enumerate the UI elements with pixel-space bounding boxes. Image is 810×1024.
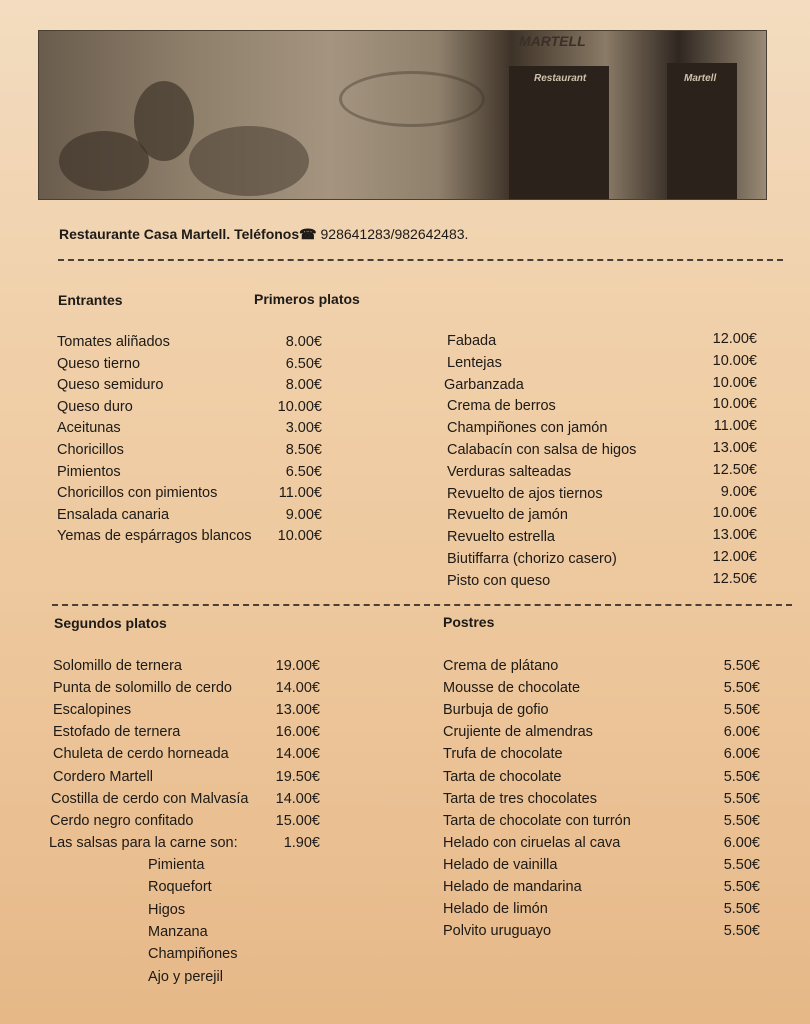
menu-item-price: 5.50€ <box>723 879 760 895</box>
menu-item-name: Crema de plátano <box>443 658 559 674</box>
menu-item-name: Tarta de chocolate <box>443 768 562 785</box>
menu-item-price: 9.00€ <box>720 483 757 500</box>
menu-item-name: Crema de berros <box>447 398 556 415</box>
sauce-option: Manzana <box>148 923 208 940</box>
menu-item-name: Burbuja de gofio <box>443 702 549 719</box>
menu-item-name: Punta de solomillo de cerdo <box>53 680 232 697</box>
menu-item-price: 14.00€ <box>275 746 320 763</box>
photo-logo: MARTELL <box>519 33 586 49</box>
menu-item-price: 6.00€ <box>723 724 760 741</box>
sauce-option: Roquefort <box>148 879 212 896</box>
menu-item-name: Tarta de tres chocolates <box>443 790 597 807</box>
menu-item-name: Tomates aliñados <box>57 334 170 350</box>
menu-item-name: Tarta de chocolate con turrón <box>443 812 631 829</box>
menu-item-price: 16.00€ <box>275 724 320 741</box>
menu-item-price: 5.50€ <box>723 923 760 940</box>
sauce-option: Champiñones <box>148 946 238 963</box>
menu-item-name: Costilla de cerdo con Malvasía <box>51 790 249 807</box>
menu-item-price: 5.50€ <box>723 680 760 697</box>
menu-item-price: 14.00€ <box>275 790 320 807</box>
menu-item-name: Helado de limón <box>443 901 548 918</box>
menu-item-price: 13.00€ <box>712 440 757 456</box>
menu-item-price: 3.00€ <box>285 420 322 437</box>
menu-item-price: 5.50€ <box>723 812 760 829</box>
menu-item-name: Helado de vainilla <box>443 856 558 873</box>
restaurant-photo <box>38 30 767 200</box>
menu-item-price: 8.00€ <box>285 377 322 394</box>
menu-item-name: Revuelto estrella <box>447 529 555 546</box>
menu-item-name: Pisto con queso <box>447 572 551 589</box>
menu-item-name: Fabada <box>447 333 497 349</box>
menu-item-name: Ensalada canaria <box>57 506 170 523</box>
menu-item-name: Escalopines <box>53 702 132 719</box>
sauce-option: Pimienta <box>148 857 205 873</box>
menu-item-name: Mousse de chocolate <box>443 680 581 697</box>
menu-item-name: Cordero Martell <box>53 768 153 785</box>
menu-item-name: Pimientos <box>57 463 121 480</box>
menu-item-name: Revuelto de jamón <box>447 507 568 524</box>
menu-item-price: 10.00€ <box>712 396 757 413</box>
menu-item-name: Estofado de ternera <box>53 724 181 741</box>
menu-item-name: Crujiente de almendras <box>443 724 593 741</box>
menu-item-price: 8.50€ <box>285 442 322 458</box>
menu-item-name: Helado de mandarina <box>443 879 582 895</box>
menu-item-price: 6.50€ <box>285 463 322 480</box>
menu-item-name: Revuelto de ajos tiernos <box>447 485 603 502</box>
menu-item-price: 5.50€ <box>723 856 760 873</box>
menu-item-name: Choricillos <box>57 442 124 458</box>
menu-item-price: 10.00€ <box>712 374 757 391</box>
divider-middle <box>52 604 792 606</box>
menu-item-price: 10.00€ <box>277 528 322 545</box>
menu-item-price: 15.00€ <box>275 812 320 829</box>
menu-item-price: 5.50€ <box>723 768 760 785</box>
menu-item-price: 11.00€ <box>713 418 757 435</box>
section-title-entrantes: Entrantes <box>58 292 123 308</box>
menu-item-name: Choricillos con pimientos <box>57 485 218 502</box>
menu-item-price: 6.00€ <box>723 834 760 851</box>
menu-item-price: 12.00€ <box>712 331 757 347</box>
menu-item-name: Yemas de espárragos blancos <box>57 528 252 545</box>
menu-item-name: Trufa de chocolate <box>443 746 563 763</box>
menu-item-price: 13.00€ <box>275 702 320 719</box>
menu-item-price: 8.00€ <box>285 334 322 350</box>
sauce-option: Ajo y perejil <box>148 968 223 985</box>
menu-item-name: Calabacín con salsa de higos <box>447 442 637 458</box>
menu-item-price: 10.00€ <box>277 398 322 415</box>
menu-item-name: Lentejas <box>447 354 502 371</box>
menu-item-price: 12.00€ <box>712 549 757 565</box>
menu-item-price: 10.00€ <box>712 505 757 522</box>
menu-item-price: 6.00€ <box>723 746 760 763</box>
menu-item-price: 10.00€ <box>712 352 757 369</box>
menu-item-name: Chuleta de cerdo horneada <box>53 746 229 763</box>
menu-item-price: 19.50€ <box>275 768 320 785</box>
menu-item-name: Solomillo de ternera <box>53 658 182 674</box>
section-title-postres: Postres <box>443 614 495 630</box>
menu-item-price: 12.50€ <box>712 461 757 478</box>
section-title-segundos: Segundos platos <box>54 615 167 631</box>
menu-item-price: 11.00€ <box>278 485 322 502</box>
menu-item-name: Polvito uruguayo <box>443 923 552 940</box>
menu-item-price: 6.50€ <box>285 355 322 372</box>
menu-item-name: Champiñones con jamón <box>447 420 608 437</box>
menu-item-name: Helado con ciruelas al cava <box>443 834 621 851</box>
menu-item-name: Queso tierno <box>57 355 141 372</box>
menu-item-name: Verduras salteadas <box>447 463 572 480</box>
photo-sign-right: Martell <box>684 73 717 84</box>
section-title-primeros: Primeros platos <box>254 291 360 307</box>
menu-item-name: Las salsas para la carne son: <box>49 834 238 851</box>
restaurant-header <box>59 226 468 243</box>
telephone-icon: ☎ <box>299 226 317 242</box>
menu-item-price: 5.50€ <box>723 702 760 719</box>
menu-item-price: 9.00€ <box>285 506 322 523</box>
menu-item-price: 12.50€ <box>712 570 757 587</box>
menu-item-price: 14.00€ <box>275 680 320 697</box>
menu-item-price: 5.50€ <box>723 790 760 807</box>
menu-item-name: Biutiffarra (chorizo casero) <box>447 551 617 567</box>
menu-item-price: 19.00€ <box>275 658 320 674</box>
menu-item-price: 5.50€ <box>723 658 760 674</box>
menu-item-name: Queso semiduro <box>57 377 164 394</box>
phone-numbers: 928641283/982642483. <box>320 226 469 242</box>
menu-item-name: Queso duro <box>57 398 133 415</box>
menu-item-name: Cerdo negro confitado <box>50 812 194 829</box>
menu-item-name: Aceitunas <box>57 420 121 437</box>
menu-item-name: Garbanzada <box>444 376 524 393</box>
restaurant-name: Restaurante Casa Martell. Teléfonos <box>59 226 300 242</box>
photo-sign-left: Restaurant <box>534 73 587 84</box>
menu-item-price: 5.50€ <box>723 901 760 918</box>
divider-top <box>58 259 783 261</box>
menu-item-price: 13.00€ <box>712 527 757 544</box>
sauce-option: Higos <box>148 901 186 918</box>
menu-item-price: 1.90€ <box>283 834 320 851</box>
